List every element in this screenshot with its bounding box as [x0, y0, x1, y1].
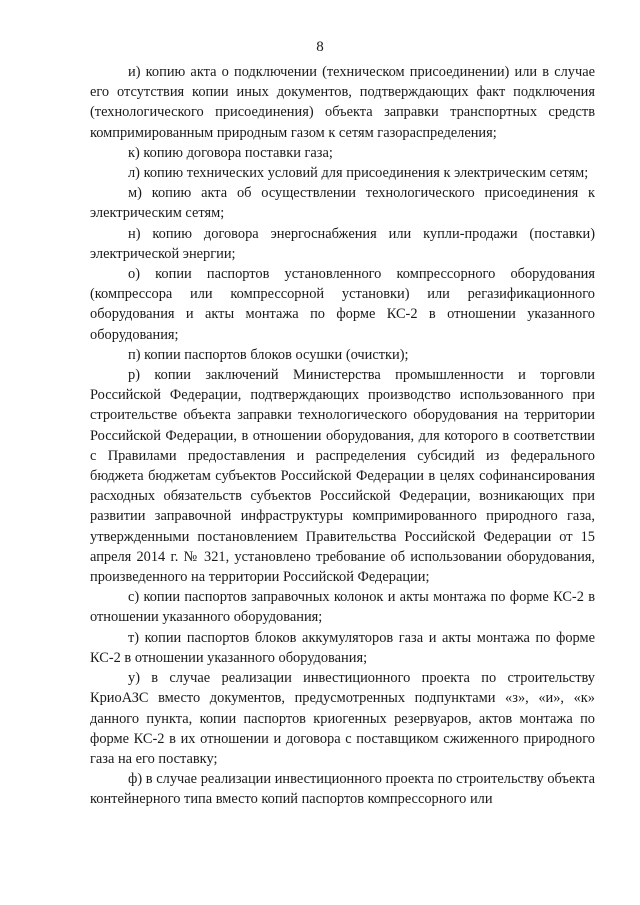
document-body [90, 62, 595, 810]
paragraph-s: с) копии паспортов заправочных колонок и акты монтажа по форме КС-2 в отношении указанного оборудования; [90, 589, 595, 626]
paragraph-r: р) копии заключений Министерства промышленности и торговли Российской Федерации, подтверждающих производство использованного при строительстве объекта заправки технологического оборудования на территории Российской Федерации, в отношении оборудования, для которого в соответствии с Правилами предоставления и распределения субсидий из федерального бюджета бюджетам субъектов Российской Федерации в целях софинансирования расходных обязательств субъектов Российской Федерации, возникающих при развитии заправочной инфраструктуры компримированного природного газа, утвержденными постановлением Правительства Российской Федерации от 15 апреля 2014 г. № 321, установлено требование об использовании оборудования, произведенного на территории Российской Федерации; [90, 367, 595, 586]
paragraph-k: к) копию договора поставки газа; [128, 144, 333, 161]
paragraph-m: м) копию акта об осуществлении технологического присоединения к электрическим сетям; [90, 185, 595, 222]
page-number: 8 [316, 39, 324, 55]
paragraph-n: н) копию договора энергоснабжения или купли-продажи (поставки) электрической энергии; [90, 225, 595, 262]
paragraph-i: и) копию акта о подключении (техническом присоединении) или в случае его отсутствия копии иных документов, подтверждающих факт подключения (технологического присоединения) объекта заправки транспортных средств компримированным природным газом к сетям газораспределения; [90, 64, 595, 141]
paragraph-p: п) копии паспортов блоков осушки (очистки); [128, 346, 409, 363]
paragraph-t: т) копии паспортов блоков аккумуляторов газа и акты монтажа по форме КС-2 в отношении указанного оборудования; [90, 629, 595, 666]
paragraph-l: л) копию технических условий для присоединения к электрическим сетям; [128, 165, 589, 182]
paragraph-u: у) в случае реализации инвестиционного проекта по строительству КриоАЗС вместо документов, предусмотренных подпунктами «з», «и», «к» данного пункта, копии паспортов криогенных резервуаров, актов монтажа по форме КС-2 в их отношении и договора с поставщиком сжиженного природного газа на его поставку; [90, 670, 595, 767]
paragraph-o: о) копии паспортов установленного компрессорного оборудования (компрессора или компрессорной установки) или регазификационного оборудования и акты монтажа по форме КС-2 в отношении указанного оборудования; [90, 266, 595, 343]
paragraph-f: ф) в случае реализации инвестиционного проекта по строительству объекта контейнерного типа вместо копий паспортов компрессорного или [90, 771, 595, 808]
